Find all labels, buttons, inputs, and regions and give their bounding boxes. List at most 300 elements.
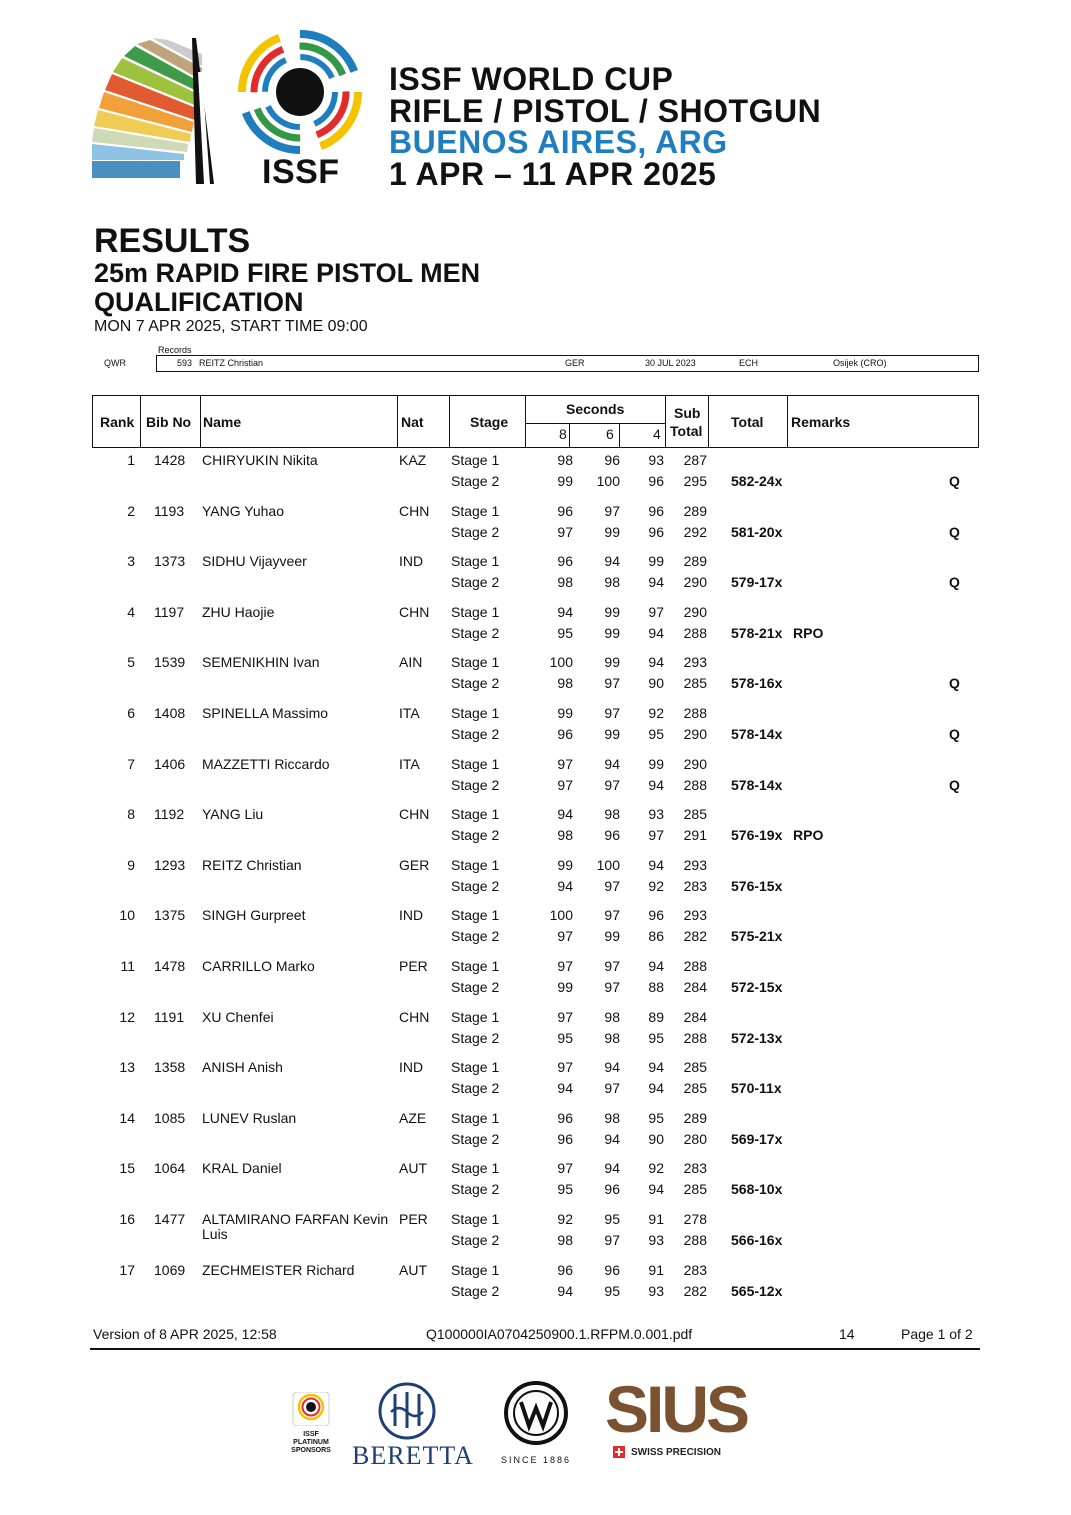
nat-cell: IND	[399, 907, 424, 924]
fan-logo-graphic	[92, 36, 217, 186]
stage-2-series-4: 96	[648, 523, 664, 540]
rank-cell: 11	[120, 958, 135, 974]
stage-1-subtotal: 284	[683, 1008, 707, 1025]
bib-cell: 1406	[154, 755, 186, 772]
stage-1-label: Stage 1	[451, 1008, 500, 1025]
issf-logo-word: ISSF	[262, 153, 340, 191]
stage-1-series-4: 95	[648, 1109, 664, 1126]
header-sub: Sub	[674, 405, 701, 421]
phase-title: QUALIFICATION	[94, 287, 304, 317]
bib-cell: 1428	[154, 452, 186, 468]
record-event: ECH	[739, 358, 759, 368]
stage-1-series-8: 92	[557, 1211, 573, 1227]
stage-2-series-6: 99	[604, 523, 620, 540]
bib-cell: 1293	[154, 856, 186, 873]
bib-cell: 1085	[154, 1109, 186, 1126]
table-row	[0, 604, 1071, 655]
bib-cell: 1064	[154, 1160, 186, 1177]
rank-cell: 9	[127, 856, 135, 873]
record-place: Osijek (CRO)	[833, 358, 887, 368]
stage-2-series-8: 95	[557, 1181, 573, 1198]
stage-2-series-6: 97	[604, 1080, 620, 1097]
stage-1-series-6: 97	[604, 958, 620, 974]
qualified-mark: Q	[949, 574, 960, 591]
qualified-mark: Q	[949, 726, 960, 742]
event-title: 25m RAPID FIRE PISTOL MEN	[94, 258, 481, 288]
stage-1-series-4: 96	[648, 907, 664, 924]
stage-2-label: Stage 2	[451, 473, 500, 489]
stage-1-series-6: 97	[604, 502, 620, 519]
rank-cell: 10	[119, 907, 135, 924]
total-cell: 578-14x	[731, 726, 783, 742]
name-cell: YANG Yuhao	[202, 502, 284, 519]
stage-1-series-4: 96	[648, 502, 664, 519]
stage-2-subtotal: 288	[683, 1232, 707, 1248]
qualified-mark: Q	[949, 523, 960, 540]
stage-1-series-6: 94	[604, 553, 620, 570]
rank-cell: 6	[127, 705, 135, 721]
table-row	[0, 705, 1071, 756]
name-cell: ZHU Haojie	[202, 603, 275, 620]
nat-cell: PER	[399, 958, 428, 974]
badge-platinum-text: PLATINUM	[293, 1439, 329, 1446]
stage-2-series-4: 90	[648, 675, 664, 692]
bib-cell: 1069	[154, 1261, 186, 1278]
stage-2-series-4: 86	[648, 928, 664, 945]
stage-1-series-8: 97	[557, 958, 573, 974]
stage-1-label: Stage 1	[451, 1059, 500, 1076]
footer-version: Version of 8 APR 2025, 12:58	[93, 1326, 277, 1342]
stage-2-series-6: 97	[604, 1232, 620, 1248]
stage-2-series-4: 94	[648, 1080, 664, 1097]
name-cell: LUNEV Ruslan	[202, 1109, 297, 1126]
stage-1-subtotal: 278	[683, 1211, 707, 1227]
rws-since: SINCE 1886	[500, 1455, 572, 1465]
table-row	[0, 1009, 1071, 1060]
bib-cell: 1197	[154, 603, 185, 620]
name-cell: YANG Liu	[202, 806, 264, 823]
table-row	[0, 857, 1071, 908]
stage-1-label: Stage 1	[451, 958, 500, 974]
stage-2-series-8: 99	[557, 979, 573, 995]
name-cell: MAZZETTI Riccardo	[202, 755, 330, 772]
stage-2-series-6: 96	[604, 1181, 620, 1198]
stage-2-label: Stage 2	[451, 1282, 500, 1299]
stage-1-series-8: 99	[557, 856, 573, 873]
stage-2-series-4: 93	[648, 1282, 664, 1299]
stage-2-subtotal: 285	[683, 1181, 707, 1198]
footer-page: Page 1 of 2	[901, 1326, 973, 1342]
total-cell: 576-15x	[731, 877, 783, 894]
nat-cell: AZE	[399, 1109, 427, 1126]
table-row	[0, 1110, 1071, 1161]
stage-2-series-6: 100	[596, 473, 620, 489]
nat-cell: AUT	[399, 1261, 427, 1278]
stage-1-series-8: 94	[557, 806, 573, 823]
bib-cell: 1358	[154, 1059, 186, 1076]
stage-2-label: Stage 2	[451, 776, 500, 793]
name-cell: KRAL Daniel	[202, 1160, 282, 1177]
stage-1-subtotal: 288	[683, 705, 707, 721]
stage-2-label: Stage 2	[451, 624, 500, 641]
stage-2-series-6: 99	[604, 624, 620, 641]
stage-2-series-6: 94	[604, 1130, 620, 1147]
stage-1-subtotal: 285	[683, 806, 707, 823]
header-seconds-6: 6	[606, 426, 614, 442]
event-line-cup: ISSF WORLD CUP	[389, 61, 674, 97]
results-title: RESULTS	[94, 222, 251, 260]
stage-2-series-8: 94	[557, 877, 573, 894]
nat-cell: ITA	[399, 705, 420, 721]
qualified-mark: Q	[949, 675, 960, 692]
total-cell: 569-17x	[731, 1130, 783, 1147]
stage-2-series-4: 94	[648, 624, 664, 641]
total-cell: 575-21x	[731, 928, 783, 945]
stage-1-series-8: 97	[557, 755, 573, 772]
beretta-logo	[352, 1382, 474, 1471]
nat-cell: IND	[399, 1059, 424, 1076]
stage-1-label: Stage 1	[451, 603, 500, 620]
stage-1-subtotal: 285	[683, 1059, 707, 1076]
stage-1-series-4: 99	[648, 553, 664, 570]
stage-2-series-8: 95	[557, 624, 573, 641]
stage-1-series-6: 98	[604, 806, 620, 823]
header-bib: Bib No	[146, 414, 192, 430]
stage-1-series-6: 94	[604, 1160, 620, 1177]
nat-cell: CHN	[399, 1008, 430, 1025]
name-cell: SINGH Gurpreet	[202, 907, 306, 924]
nat-cell: AUT	[399, 1160, 427, 1177]
record-nat: GER	[565, 358, 585, 368]
stage-2-series-8: 96	[557, 1130, 573, 1147]
rank-cell: 15	[119, 1160, 135, 1177]
bib-cell: 1373	[154, 553, 186, 570]
stage-1-label: Stage 1	[451, 856, 500, 873]
stage-1-series-8: 97	[557, 1059, 573, 1076]
record-date: 30 JUL 2023	[645, 358, 696, 368]
stage-1-series-6: 94	[604, 755, 620, 772]
stage-1-subtotal: 283	[683, 1261, 707, 1278]
stage-2-series-6: 99	[604, 928, 620, 945]
stage-2-subtotal: 290	[683, 574, 707, 591]
stage-2-series-6: 97	[604, 979, 620, 995]
stage-1-series-6: 98	[604, 1109, 620, 1126]
stage-2-label: Stage 2	[451, 1232, 500, 1248]
stage-1-subtotal: 288	[683, 958, 707, 974]
beretta-emblem-icon	[377, 1382, 437, 1440]
stage-2-label: Stage 2	[451, 979, 500, 995]
stage-2-series-8: 98	[557, 675, 573, 692]
stage-2-series-8: 97	[557, 928, 573, 945]
stage-1-series-4: 93	[648, 452, 664, 468]
rws-emblem-icon	[503, 1380, 569, 1446]
stage-2-series-6: 98	[604, 574, 620, 591]
nat-cell: GER	[399, 856, 430, 873]
stage-2-series-8: 97	[557, 523, 573, 540]
nat-cell: IND	[399, 553, 424, 570]
stage-1-label: Stage 1	[451, 755, 500, 772]
name-cell-continued: Luis	[202, 1226, 228, 1242]
table-row	[0, 1160, 1071, 1211]
stage-2-series-8: 94	[557, 1080, 573, 1097]
stage-1-series-8: 99	[557, 705, 573, 721]
stage-1-subtotal: 290	[683, 755, 707, 772]
event-line-disciplines: RIFLE / PISTOL / SHOTGUN	[389, 92, 822, 129]
name-cell: SPINELLA Massimo	[202, 705, 329, 721]
stage-2-label: Stage 2	[451, 827, 500, 844]
stage-1-series-6: 99	[604, 603, 620, 620]
issf-target-logo	[238, 30, 363, 155]
stage-1-series-6: 97	[604, 907, 620, 924]
stage-1-label: Stage 1	[451, 502, 500, 519]
records-box	[156, 355, 979, 372]
stage-2-series-6: 96	[604, 827, 620, 844]
stage-2-subtotal: 295	[683, 473, 707, 489]
sius-logo	[605, 1372, 748, 1458]
stage-1-series-8: 97	[557, 1160, 573, 1177]
stage-1-series-4: 94	[648, 856, 664, 873]
stage-2-series-8: 95	[557, 1029, 573, 1046]
header-total: Total	[731, 414, 764, 430]
event-line-dates: 1 APR – 11 APR 2025	[389, 155, 717, 192]
footer-number: 14	[839, 1326, 855, 1342]
table-row	[0, 654, 1071, 705]
table-row	[0, 452, 1071, 503]
stage-2-subtotal: 285	[683, 675, 707, 692]
nat-cell: KAZ	[399, 452, 427, 468]
stage-1-series-6: 95	[604, 1211, 620, 1227]
stage-1-series-6: 96	[604, 1261, 620, 1278]
total-cell: 581-20x	[731, 523, 783, 540]
issf-platinum-badge	[285, 1392, 337, 1455]
stage-2-series-4: 95	[648, 726, 664, 742]
stage-1-subtotal: 293	[683, 654, 707, 671]
nat-cell: ITA	[399, 755, 420, 772]
stage-2-subtotal: 285	[683, 1080, 707, 1097]
total-cell: 582-24x	[731, 473, 783, 489]
total-cell: 570-11x	[731, 1080, 782, 1097]
name-cell: CARRILLO Marko	[202, 958, 315, 974]
stage-2-series-4: 90	[648, 1130, 664, 1147]
sius-word: SIUS	[605, 1372, 748, 1446]
rank-cell: 4	[127, 603, 135, 620]
total-cell: 572-13x	[731, 1029, 783, 1046]
stage-2-subtotal: 282	[683, 928, 707, 945]
name-cell: ANISH Anish	[202, 1059, 283, 1076]
stage-2-series-6: 98	[604, 1029, 620, 1046]
total-cell: 566-16x	[731, 1232, 783, 1248]
table-row	[0, 907, 1071, 958]
qualified-mark: Q	[949, 776, 960, 793]
stage-2-series-8: 94	[557, 1282, 573, 1299]
stage-2-subtotal: 288	[683, 624, 707, 641]
stage-1-subtotal: 293	[683, 907, 707, 924]
remarks-cell: RPO	[793, 827, 824, 844]
name-cell: ALTAMIRANO FARFAN Kevin	[202, 1211, 389, 1227]
remarks-cell: RPO	[793, 624, 824, 641]
header-name: Name	[203, 414, 242, 430]
stage-1-series-6: 94	[604, 1059, 620, 1076]
date-time: MON 7 APR 2025, START TIME 09:00	[94, 318, 368, 335]
stage-1-label: Stage 1	[451, 1211, 500, 1227]
event-line-city: BUENOS AIRES, ARG	[389, 124, 728, 160]
issf-mini-target-icon	[291, 1392, 331, 1426]
stage-1-series-4: 92	[648, 1160, 664, 1177]
bib-cell: 1192	[154, 806, 185, 823]
stage-1-label: Stage 1	[451, 1160, 500, 1177]
stage-1-series-8: 100	[549, 907, 573, 924]
rank-cell: 7	[127, 755, 135, 772]
stage-1-label: Stage 1	[451, 553, 500, 570]
stage-2-subtotal: 288	[683, 1029, 707, 1046]
stage-2-label: Stage 2	[451, 928, 500, 945]
table-row	[0, 756, 1071, 807]
stage-1-subtotal: 290	[683, 603, 707, 620]
record-score: 593	[177, 358, 193, 368]
table-header	[92, 395, 979, 448]
stage-2-label: Stage 2	[451, 675, 500, 692]
nat-cell: CHN	[399, 603, 430, 620]
name-cell: SEMENIKHIN Ivan	[202, 654, 320, 671]
stage-1-series-4: 89	[648, 1008, 664, 1025]
nat-cell: CHN	[399, 502, 430, 519]
stage-1-series-6: 100	[596, 856, 620, 873]
header-seconds-8: 8	[559, 426, 567, 442]
rank-cell: 12	[119, 1008, 135, 1025]
stage-1-label: Stage 1	[451, 1261, 500, 1278]
name-cell: ZECHMEISTER Richard	[202, 1261, 355, 1278]
stage-1-series-4: 94	[648, 958, 664, 974]
stage-2-series-4: 93	[648, 1232, 664, 1248]
stage-2-subtotal: 283	[683, 877, 707, 894]
stage-2-series-6: 97	[604, 776, 620, 793]
stage-1-series-4: 99	[648, 755, 664, 772]
stage-2-series-8: 96	[557, 726, 573, 742]
table-row	[0, 553, 1071, 604]
header-sub-total: Total	[670, 423, 703, 439]
sius-tagline: SWISS PRECISION	[631, 1446, 722, 1458]
stage-2-label: Stage 2	[451, 1080, 500, 1097]
record-name: REITZ Christian	[199, 358, 264, 368]
stage-2-series-8: 99	[557, 473, 573, 489]
stage-2-series-4: 96	[648, 473, 664, 489]
stage-1-label: Stage 1	[451, 1109, 500, 1126]
stage-1-series-6: 97	[604, 705, 620, 721]
stage-1-series-8: 96	[557, 1109, 573, 1126]
stage-1-series-4: 97	[648, 603, 664, 620]
badge-issf-text: ISSF	[303, 1431, 319, 1438]
nat-cell: AIN	[399, 654, 423, 671]
swiss-flag-icon	[613, 1446, 625, 1458]
stage-2-series-4: 94	[648, 776, 664, 793]
stage-1-series-4: 93	[648, 806, 664, 823]
total-cell: 565-12x	[731, 1282, 783, 1299]
stage-1-subtotal: 289	[683, 502, 707, 519]
table-row	[0, 503, 1071, 554]
rank-cell: 13	[119, 1059, 135, 1076]
stage-1-subtotal: 289	[683, 553, 707, 570]
rank-cell: 16	[119, 1211, 135, 1227]
stage-2-subtotal: 291	[683, 827, 707, 844]
stage-1-series-8: 97	[557, 1008, 573, 1025]
stage-1-series-6: 99	[604, 654, 620, 671]
rank-cell: 14	[119, 1109, 135, 1126]
total-cell: 578-16x	[731, 675, 783, 692]
stage-1-series-4: 94	[648, 1059, 664, 1076]
table-row	[0, 806, 1071, 857]
total-cell: 579-17x	[731, 574, 783, 591]
bib-cell: 1191	[154, 1008, 185, 1025]
name-cell: REITZ Christian	[202, 856, 302, 873]
stage-2-label: Stage 2	[451, 1181, 500, 1198]
table-row	[0, 1211, 1071, 1262]
stage-1-series-8: 100	[549, 654, 573, 671]
stage-1-subtotal: 289	[683, 1109, 707, 1126]
header-rank: Rank	[100, 414, 135, 430]
stage-1-series-8: 96	[557, 502, 573, 519]
stage-2-series-4: 88	[648, 979, 664, 995]
header-seconds-4: 4	[653, 426, 661, 442]
bib-cell: 1375	[154, 907, 186, 924]
event-header	[389, 61, 822, 192]
stage-1-series-8: 96	[557, 1261, 573, 1278]
header-nat: Nat	[401, 414, 424, 430]
total-cell: 568-10x	[731, 1181, 783, 1198]
stage-2-subtotal: 280	[683, 1130, 707, 1147]
badge-sponsors-text: SPONSORS	[291, 1447, 331, 1454]
footer-divider	[90, 1348, 980, 1350]
stage-2-label: Stage 2	[451, 877, 500, 894]
header-remarks: Remarks	[791, 414, 851, 430]
stage-1-label: Stage 1	[451, 705, 500, 721]
record-type: QWR	[104, 358, 126, 368]
rank-cell: 1	[127, 452, 135, 468]
stage-1-series-6: 98	[604, 1008, 620, 1025]
footer-file: Q100000IA0704250900.1.RFPM.0.001.pdf	[426, 1326, 693, 1342]
header-stage: Stage	[470, 414, 509, 430]
total-cell: 578-21x	[731, 624, 783, 641]
stage-2-series-4: 92	[648, 877, 664, 894]
stage-2-label: Stage 2	[451, 523, 500, 540]
stage-2-subtotal: 290	[683, 726, 707, 742]
bib-cell: 1539	[154, 654, 186, 671]
stage-1-label: Stage 1	[451, 452, 500, 468]
total-cell: 578-14x	[731, 776, 783, 793]
beretta-word: BERETTA	[352, 1441, 474, 1470]
bib-cell: 1477	[154, 1211, 186, 1227]
stage-2-subtotal: 282	[683, 1282, 707, 1299]
stage-1-label: Stage 1	[451, 806, 500, 823]
stage-2-series-8: 97	[557, 776, 573, 793]
stage-1-series-4: 92	[648, 705, 664, 721]
nat-cell: CHN	[399, 806, 430, 823]
stage-2-series-4: 95	[648, 1029, 664, 1046]
name-cell: XU Chenfei	[202, 1008, 274, 1025]
stage-2-series-8: 98	[557, 827, 573, 844]
stage-1-series-6: 96	[604, 452, 620, 468]
bib-cell: 1408	[154, 705, 186, 721]
nat-cell: PER	[399, 1211, 428, 1227]
bib-cell: 1193	[154, 502, 185, 519]
stage-2-series-4: 94	[648, 1181, 664, 1198]
total-cell: 576-19x	[731, 827, 783, 844]
rank-cell: 2	[127, 502, 135, 519]
stage-1-series-4: 94	[648, 654, 664, 671]
stage-2-series-4: 97	[648, 827, 664, 844]
name-cell: SIDHU Vijayveer	[202, 553, 307, 570]
table-row	[0, 1262, 1071, 1313]
stage-2-label: Stage 2	[451, 1130, 500, 1147]
